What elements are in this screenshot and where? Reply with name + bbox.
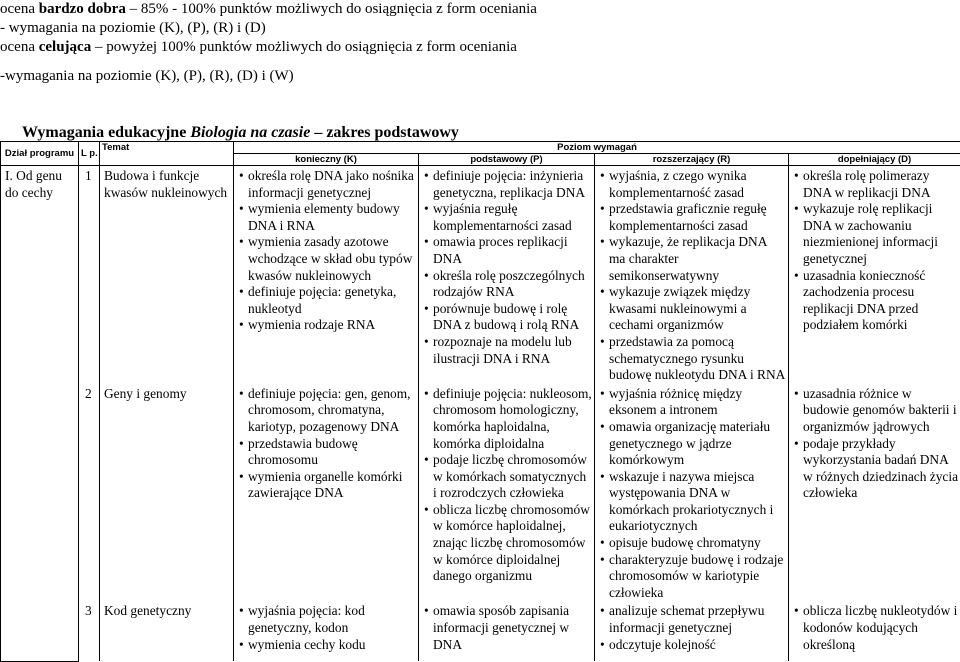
requirements-k-cell [234, 384, 419, 602]
header-d: dopełniający (D) [789, 154, 960, 166]
requirement-item: • rozpoznaje na modelu lub ilustracji DNA i RNA [423, 334, 592, 367]
grade-excellent-line: ocena celująca – powyżej 100% punktów możliwych do osiągnięcia z form oceniania [0, 38, 960, 57]
requirement-item: • wymienia rodzaje RNA [238, 317, 416, 334]
requirements-p-cell [419, 384, 595, 602]
requirement-item: • porównuje budowę i rolę DNA z budową i rolą RNA [423, 301, 592, 334]
requirement-item: • wyjaśnia różnicę między eksonem a intronem [599, 386, 786, 419]
topic-cell: Kod genetyczny [100, 601, 234, 661]
table-body [1, 166, 960, 662]
header-k: konieczny (K) [234, 154, 419, 166]
requirements-d-cell [789, 601, 960, 661]
requirement-item: • wskazuje i nazywa miejsca występowania DNA w komórkach prokariotycznych i eukariotycznych [599, 469, 786, 535]
requirements-list [238, 386, 416, 502]
requirement-item: • opisuje budowę chromatyny [599, 535, 786, 552]
requirements-d-cell [789, 166, 960, 384]
requirement-item: • uzasadnia różnice w budowie genomów bakterii i organizmów jądrowych [793, 386, 958, 436]
topic-cell: Budowa i funkcje kwasów nukleinowych [100, 166, 234, 384]
requirement-item: • wykazuje związek między kwasami nukleinowymi a cechami organizmów [599, 284, 786, 334]
table-row [1, 384, 960, 602]
table-row [1, 166, 960, 384]
header-poziom: Poziom wymagań [234, 142, 960, 154]
grade-excellent-requirements: -wymagania na poziomie (K), (P), (R), (D) i (W) [0, 67, 960, 86]
requirements-d-cell [789, 384, 960, 602]
requirements-p-cell [419, 601, 595, 661]
topic-cell: Geny i genomy [100, 384, 234, 602]
section-title: Wymagania edukacyjne Biologia na czasie – zakres podstawowy [22, 124, 459, 142]
header-r: rozszerzający (R) [595, 154, 789, 166]
requirement-item: • określa rolę poszczególnych rodzajów RNA [423, 268, 592, 301]
table-row [1, 601, 960, 661]
lp-cell: 1 [79, 166, 100, 384]
requirement-item: • charakteryzuje budowę i rodzaje chromosomów w kariotypie człowieka [599, 552, 786, 602]
requirement-item: • oblicza liczbę nukleotydów i kodonów kodujących określoną [793, 603, 958, 653]
header-p: podstawowy (P) [419, 154, 595, 166]
requirement-item: • przedstawia budowę chromosomu [238, 436, 416, 469]
requirement-item: • wymienia elementy budowy DNA i RNA [238, 201, 416, 234]
requirement-item: • analizuje schemat przepływu informacji genetycznej [599, 603, 786, 636]
header-dzial: Dział programu [1, 142, 79, 166]
requirement-item: • określa rolę DNA jako nośnika informacji genetycznej [238, 168, 416, 201]
requirements-list [599, 603, 786, 653]
requirement-item: • odczytuje kolejność [599, 637, 786, 654]
requirement-item: • oblicza liczbę chromosomów w komórce haploidalnej, znając liczbę chromosomów w komórce diploidalnej danego organizmu [423, 502, 592, 585]
requirements-r-cell [595, 384, 789, 602]
requirement-item: • wymienia cechy kodu [238, 637, 416, 654]
requirement-item: • wyjaśnia, z czego wynika komplementarność zasad [599, 168, 786, 201]
requirement-item: • omawia proces replikacji DNA [423, 234, 592, 267]
intro-text [0, 0, 960, 86]
requirement-item: • definiuje pojęcia: gen, genom, chromosom, chromatyna, kariotyp, pozagenowy DNA [238, 386, 416, 436]
requirements-p-cell [419, 166, 595, 384]
requirements-list [793, 386, 958, 502]
requirement-item: • przedstawia graficznie regułę komplementarności zasad [599, 201, 786, 234]
grade-very-good-line: ocena bardzo dobra – 85% - 100% punktów możliwych do osiągnięcia z form oceniania [0, 0, 960, 19]
lp-cell: 3 [79, 601, 100, 661]
requirement-item: • podaje liczbę chromosomów w komórkach somatycznych i rozrodczych człowieka [423, 452, 592, 502]
requirement-item: • omawia organizację materiału genetycznego w jądrze komórkowym [599, 419, 786, 469]
requirements-list [423, 386, 592, 585]
requirement-item: • definiuje pojęcia: nukleosom, chromosom homologiczny, komórka haploidalna, komórka diploidalna [423, 386, 592, 452]
requirements-list [423, 603, 592, 653]
requirements-r-cell [595, 166, 789, 384]
requirement-item: • wymienia organelle komórki zawierające DNA [238, 469, 416, 502]
requirements-list [793, 603, 958, 653]
requirement-item: • definiuje pojęcia: genetyka, nukleotyd [238, 284, 416, 317]
requirement-item: • podaje przykłady wykorzystania badań DNA w różnych dziedzinach życia człowieka [793, 436, 958, 502]
dzial-cell: I. Od genu do cechy [1, 166, 79, 662]
requirement-item: • definiuje pojęcia: inżynieria genetyczna, replikacja DNA [423, 168, 592, 201]
requirement-item: • wyjaśnia pojęcia: kod genetyczny, kodon [238, 603, 416, 636]
requirement-item: • uzasadnia konieczność zachodzenia procesu replikacji DNA przed podziałem komórki [793, 268, 958, 334]
header-temat: Temat [100, 142, 234, 166]
requirements-list [793, 168, 958, 334]
requirements-list [599, 386, 786, 602]
requirements-k-cell [234, 166, 419, 384]
requirements-table [0, 141, 960, 662]
requirements-r-cell [595, 601, 789, 661]
requirements-list [423, 168, 592, 367]
requirement-item: • omawia sposób zapisania informacji genetycznej w DNA [423, 603, 592, 653]
requirement-item: • wykazuje, że replikacja DNA ma charakter semikonserwatywny [599, 234, 786, 284]
requirement-item: • wymienia zasady azotowe wchodzące w skład obu typów kwasów nukleinowych [238, 234, 416, 284]
grade-very-good-requirements: - wymagania na poziomie (K), (P), (R) i (D) [0, 19, 960, 38]
requirements-list [238, 603, 416, 653]
grade-very-good-label: bardzo dobra [39, 1, 126, 17]
requirement-item: • wykazuje rolę replikacji DNA w zachowaniu niezmienionej informacji genetycznej [793, 201, 958, 267]
grade-excellent-label: celująca [39, 39, 91, 55]
requirements-list [599, 168, 786, 384]
header-lp: L p. [79, 142, 100, 166]
requirement-item: • przedstawia za pomocą schematycznego rysunku budowę nukleotydu DNA i RNA [599, 334, 786, 384]
lp-cell: 2 [79, 384, 100, 602]
requirement-item: • wyjaśnia regułę komplementarności zasad [423, 201, 592, 234]
requirement-item: • określa rolę polimerazy DNA w replikacji DNA [793, 168, 958, 201]
requirements-k-cell [234, 601, 419, 661]
requirements-list [238, 168, 416, 334]
